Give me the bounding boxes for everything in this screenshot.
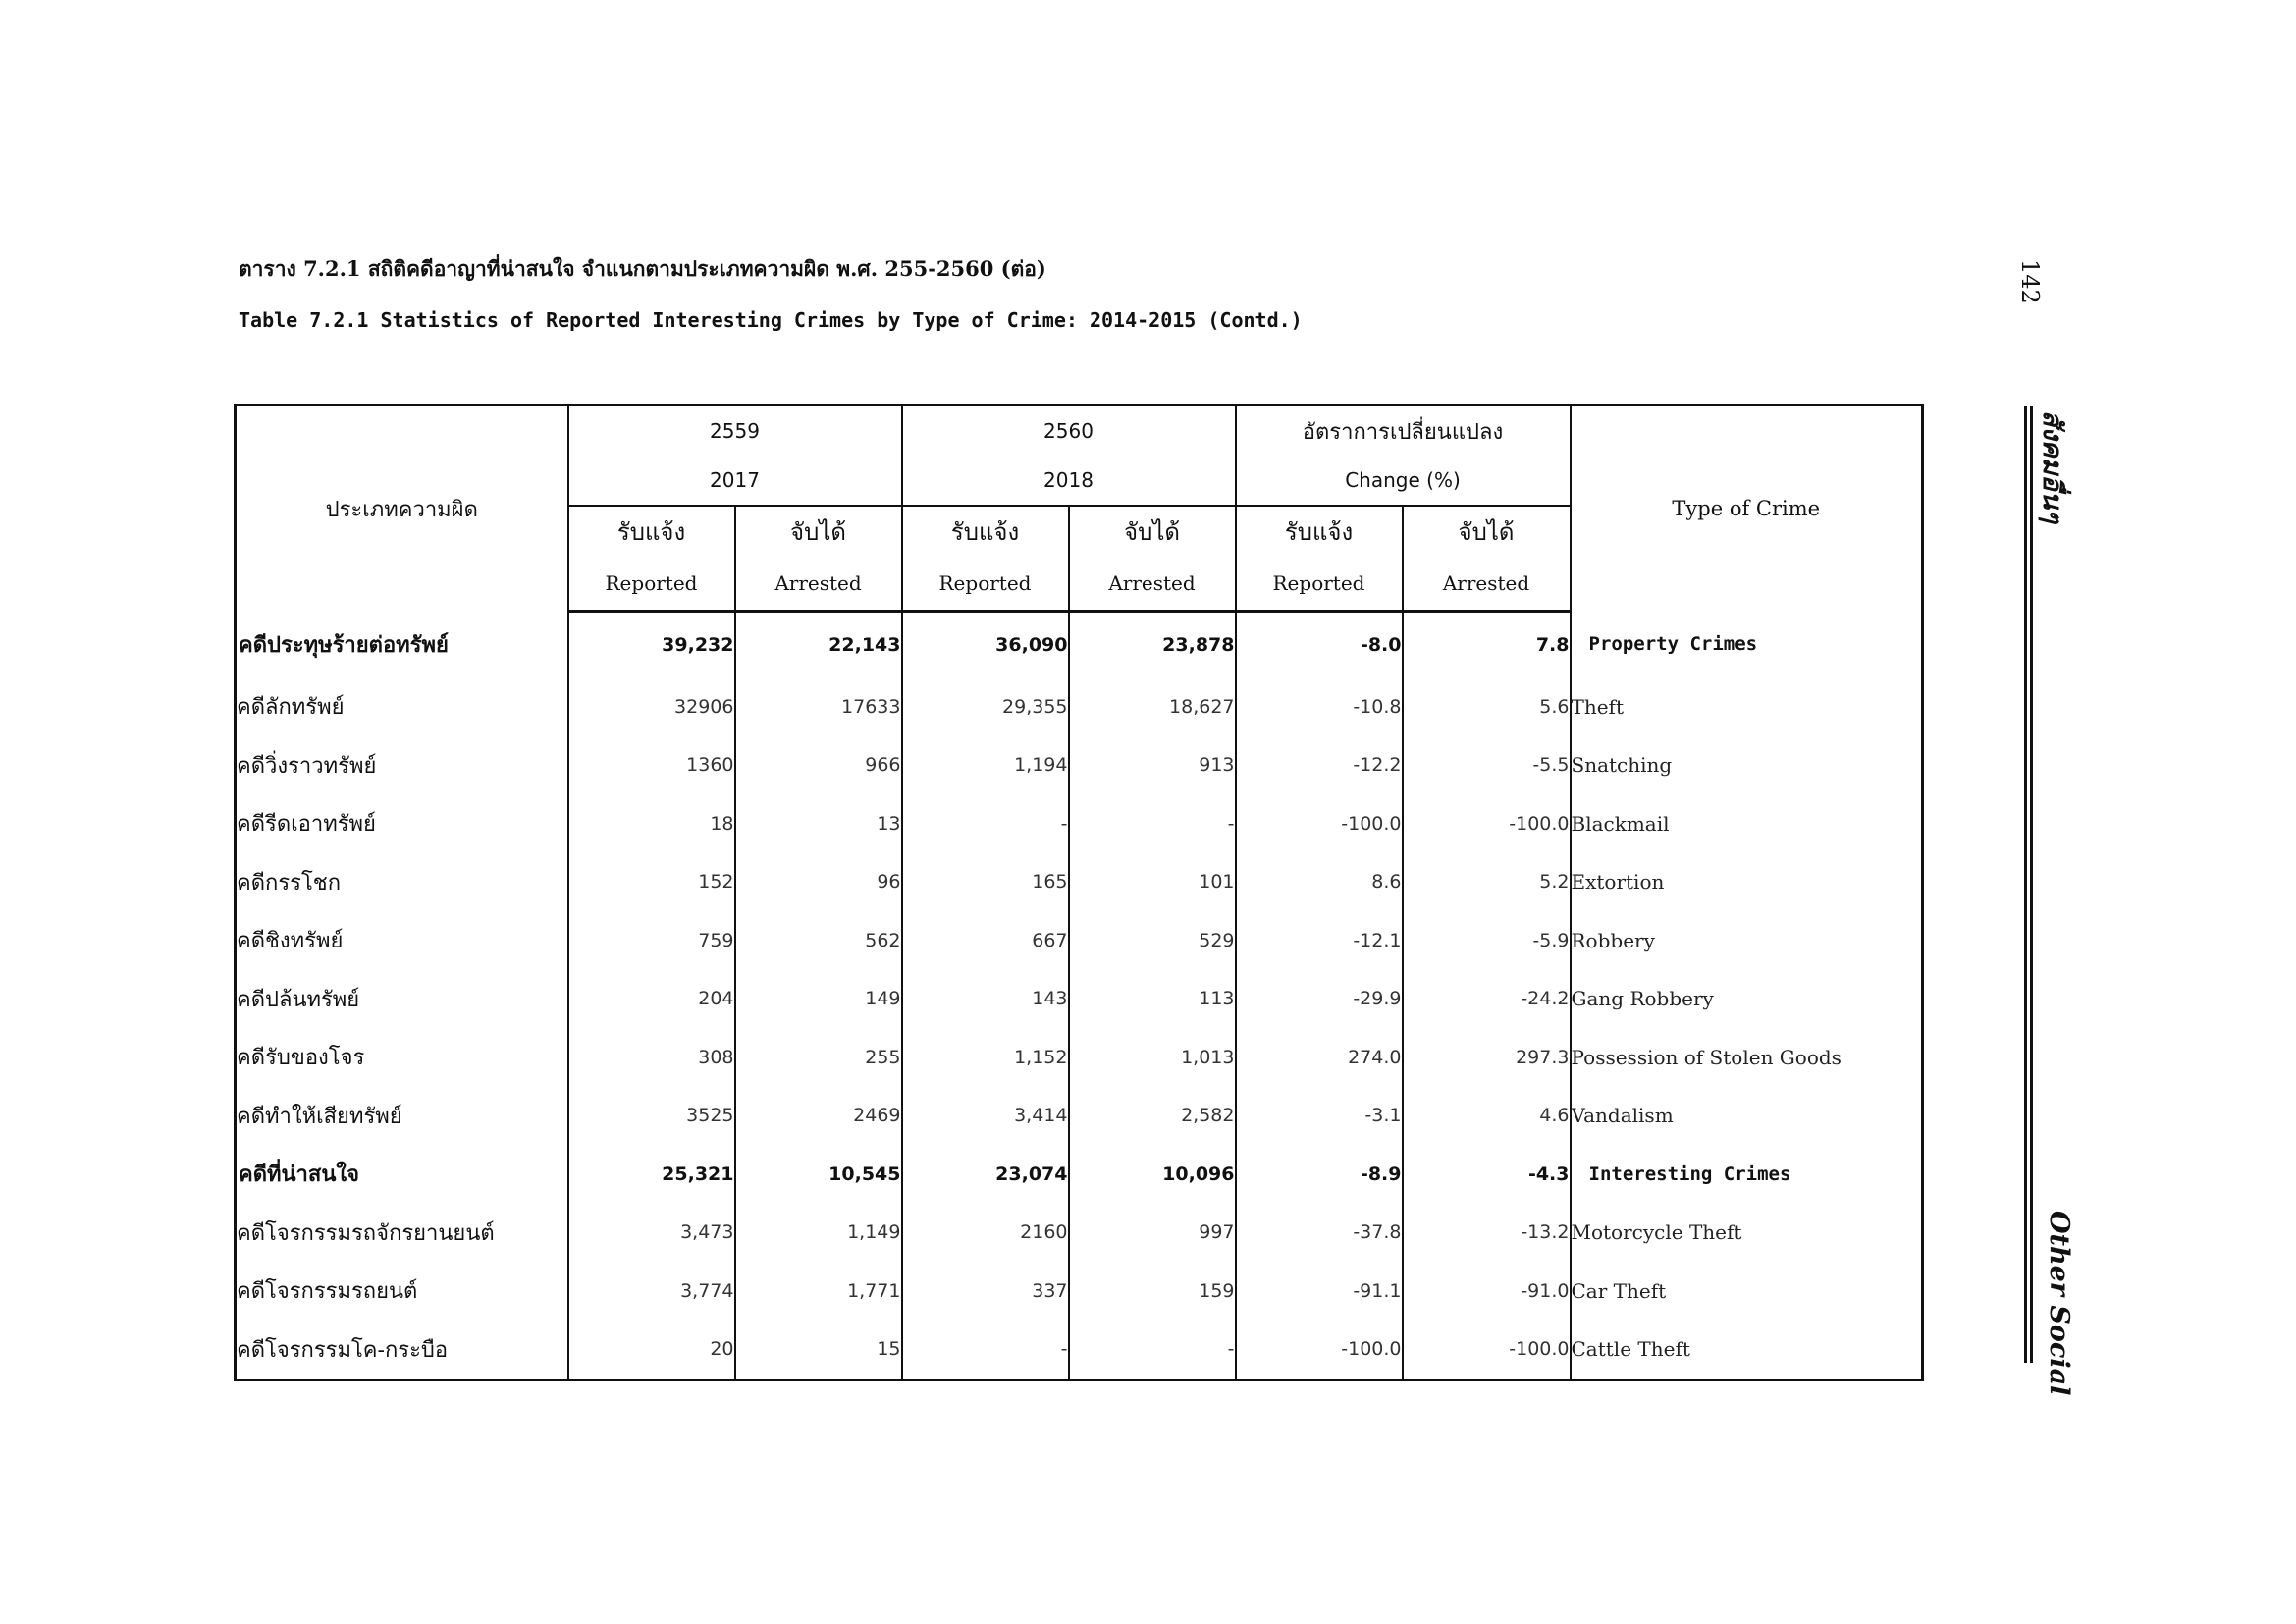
subheader-arrested-thai: จับได้ [1069,506,1236,556]
cell-2560-reported: - [902,794,1069,853]
cell-2560-arrested: 913 [1069,736,1236,795]
cell-change-reported: 8.6 [1236,853,1403,912]
cell-2559-arrested: 1,149 [735,1204,902,1263]
crime-name-english: Property Crimes [1571,612,1923,678]
table-row [236,1262,1923,1321]
crime-name-thai: คดีทำให้เสียทรัพย์ [237,1104,402,1129]
cell-2560-arrested: - [1069,794,1236,853]
cell-change-arrested: -100.0 [1403,794,1571,853]
subheader-arrested-thai: จับได้ [1403,506,1571,556]
cell-2560-reported: 143 [902,970,1069,1029]
header-crime-type-thai: ประเภทความผิด [325,497,478,522]
side-label-english: Other Social [2044,1211,2074,1396]
cell-change-reported: -91.1 [1236,1262,1403,1321]
table-row [236,970,1923,1029]
cell-2560-arrested: 113 [1069,970,1236,1029]
cell-change-arrested: -100.0 [1403,1321,1571,1380]
cell-2559-reported: 152 [568,853,735,912]
subheader-arrested-english: Arrested [1403,556,1571,612]
cell-2559-reported: 25,321 [568,1145,735,1204]
subheader-reported-thai: รับแจ้ง [1236,506,1403,556]
crime-name-thai: คดีกรรโชก [237,870,342,895]
cell-2560-arrested: 997 [1069,1204,1236,1263]
cell-change-reported: -3.1 [1236,1087,1403,1146]
cell-2559-arrested: 96 [735,853,902,912]
crime-name-thai: คดีปล้นทรัพย์ [237,987,360,1012]
crime-name-thai: คดีลักทรัพย์ [237,695,345,721]
subheader-reported-english: Reported [902,556,1069,612]
cell-2560-arrested: 1,013 [1069,1028,1236,1087]
side-label-thai: สังคมอื่นๆ [2037,410,2067,523]
cell-2560-reported: 36,090 [902,612,1069,678]
header-year-2560: 2560 [902,406,1236,457]
cell-2560-reported: 23,074 [902,1145,1069,1204]
crime-name-english: Extortion [1571,853,1923,912]
cell-2559-arrested: 10,545 [735,1145,902,1204]
cell-2559-arrested: 966 [735,736,902,795]
cell-2560-arrested: - [1069,1321,1236,1380]
table-row [236,736,1923,795]
cell-2559-reported: 32906 [568,677,735,736]
cell-2559-reported: 308 [568,1028,735,1087]
header-year-2018: 2018 [902,456,1236,506]
side-double-rule [2024,406,2033,1363]
cell-2559-reported: 3,774 [568,1262,735,1321]
cell-2560-reported: 1,194 [902,736,1069,795]
cell-2560-reported: 667 [902,911,1069,970]
table-title-english: Table 7.2.1 Statistics of Reported Interesting Crimes by Type of Crime: 2014-2015 (Contd.) [239,308,1303,332]
header-year-2559: 2559 [568,406,902,457]
crime-name-english: Vandalism [1571,1087,1923,1146]
cell-2560-arrested: 18,627 [1069,677,1236,736]
cell-2560-reported: 165 [902,853,1069,912]
cell-2559-reported: 1360 [568,736,735,795]
cell-2560-arrested: 159 [1069,1262,1236,1321]
crime-name-thai: คดีรับของโจร [237,1046,365,1071]
cell-change-reported: -12.2 [1236,736,1403,795]
crime-name-thai: คดีโจรกรรมรถจักรยานยนต์ [237,1220,495,1246]
crime-name-english: Blackmail [1571,794,1923,853]
cell-2560-arrested: 101 [1069,853,1236,912]
crime-name-thai: คดีประทุษร้ายต่อทรัพย์ [239,631,449,658]
subheader-arrested-english: Arrested [735,556,902,612]
cell-2559-arrested: 15 [735,1321,902,1380]
cell-2559-arrested: 13 [735,794,902,853]
cell-2560-arrested: 23,878 [1069,612,1236,678]
cell-change-arrested: 4.6 [1403,1087,1571,1146]
cell-2560-reported: 3,414 [902,1087,1069,1146]
cell-2560-reported: - [902,1321,1069,1380]
cell-2559-reported: 20 [568,1321,735,1380]
cell-change-reported: -29.9 [1236,970,1403,1029]
cell-2559-reported: 18 [568,794,735,853]
table-row [236,677,1923,736]
table-row [236,853,1923,912]
cell-2559-arrested: 22,143 [735,612,902,678]
cell-2559-reported: 3,473 [568,1204,735,1263]
crime-statistics-table [234,404,1924,1381]
crime-name-thai: คดีวิ่งราวทรัพย์ [237,753,377,779]
table-row [236,1204,1923,1263]
table-row [236,1087,1923,1146]
cell-change-reported: -10.8 [1236,677,1403,736]
cell-change-arrested: -4.3 [1403,1145,1571,1204]
subheader-reported-english: Reported [568,556,735,612]
crime-name-english: Robbery [1571,911,1923,970]
cell-2559-reported: 39,232 [568,612,735,678]
cell-2559-arrested: 17633 [735,677,902,736]
cell-change-reported: -8.9 [1236,1145,1403,1204]
cell-change-arrested: -24.2 [1403,970,1571,1029]
cell-change-arrested: 5.6 [1403,677,1571,736]
crime-name-english: Interesting Crimes [1571,1145,1923,1204]
cell-2560-arrested: 529 [1069,911,1236,970]
subheader-reported-english: Reported [1236,556,1403,612]
cell-change-arrested: -13.2 [1403,1204,1571,1263]
crime-name-english: Motorcycle Theft [1571,1204,1923,1263]
cell-2559-reported: 759 [568,911,735,970]
crime-name-english: Cattle Theft [1571,1321,1923,1380]
cell-2560-reported: 337 [902,1262,1069,1321]
cell-change-reported: -37.8 [1236,1204,1403,1263]
cell-change-reported: -100.0 [1236,1321,1403,1380]
crime-name-english: Snatching [1571,736,1923,795]
crime-name-thai: คดีโจรกรรมรถยนต์ [237,1279,418,1305]
cell-change-reported: 274.0 [1236,1028,1403,1087]
table-row [236,1028,1923,1087]
cell-change-reported: -100.0 [1236,794,1403,853]
table-row [236,911,1923,970]
cell-2560-arrested: 10,096 [1069,1145,1236,1204]
header-change-thai: อัตราการเปลี่ยนแปลง [1236,406,1571,457]
page-number: 142 [2016,259,2044,304]
subheader-reported-thai: รับแจ้ง [902,506,1069,556]
table-row [236,794,1923,853]
table-row-category [236,612,1923,678]
subheader-arrested-english: Arrested [1069,556,1236,612]
cell-change-reported: -12.1 [1236,911,1403,970]
cell-2559-reported: 3525 [568,1087,735,1146]
cell-change-reported: -8.0 [1236,612,1403,678]
cell-2559-arrested: 255 [735,1028,902,1087]
cell-change-arrested: 5.2 [1403,853,1571,912]
header-crime-type-english: Type of Crime [1571,406,1923,612]
cell-2559-arrested: 2469 [735,1087,902,1146]
crime-name-thai: คดีรีดเอาทรัพย์ [237,812,376,838]
crime-name-english: Car Theft [1571,1262,1923,1321]
header-change-english: Change (%) [1236,456,1571,506]
cell-2559-reported: 204 [568,970,735,1029]
crime-name-thai: คดีโจรกรรมโค-กระบือ [237,1337,449,1363]
cell-2559-arrested: 1,771 [735,1262,902,1321]
cell-change-arrested: 297.3 [1403,1028,1571,1087]
table-row-category [236,1145,1923,1204]
cell-2559-arrested: 149 [735,970,902,1029]
cell-2560-reported: 2160 [902,1204,1069,1263]
crime-name-thai: คดีที่น่าสนใจ [239,1162,359,1188]
crime-name-english: Possession of Stolen Goods [1571,1028,1923,1087]
subheader-reported-thai: รับแจ้ง [568,506,735,556]
cell-2560-reported: 29,355 [902,677,1069,736]
subheader-arrested-thai: จับได้ [735,506,902,556]
table-title-thai: ตาราง 7.2.1 สถิติคดีอาญาที่น่าสนใจ จำแนกตามประเภทความผิด พ.ศ. 255-2560 (ต่อ) [239,256,1046,281]
cell-change-arrested: -5.5 [1403,736,1571,795]
crime-name-thai: คดีชิงทรัพย์ [237,929,344,954]
cell-2560-arrested: 2,582 [1069,1087,1236,1146]
crime-name-english: Theft [1571,677,1923,736]
cell-2559-arrested: 562 [735,911,902,970]
crime-name-english: Gang Robbery [1571,970,1923,1029]
header-year-2017: 2017 [568,456,902,506]
cell-change-arrested: 7.8 [1403,612,1571,678]
table-row [236,1321,1923,1380]
cell-change-arrested: -5.9 [1403,911,1571,970]
cell-2560-reported: 1,152 [902,1028,1069,1087]
cell-change-arrested: -91.0 [1403,1262,1571,1321]
